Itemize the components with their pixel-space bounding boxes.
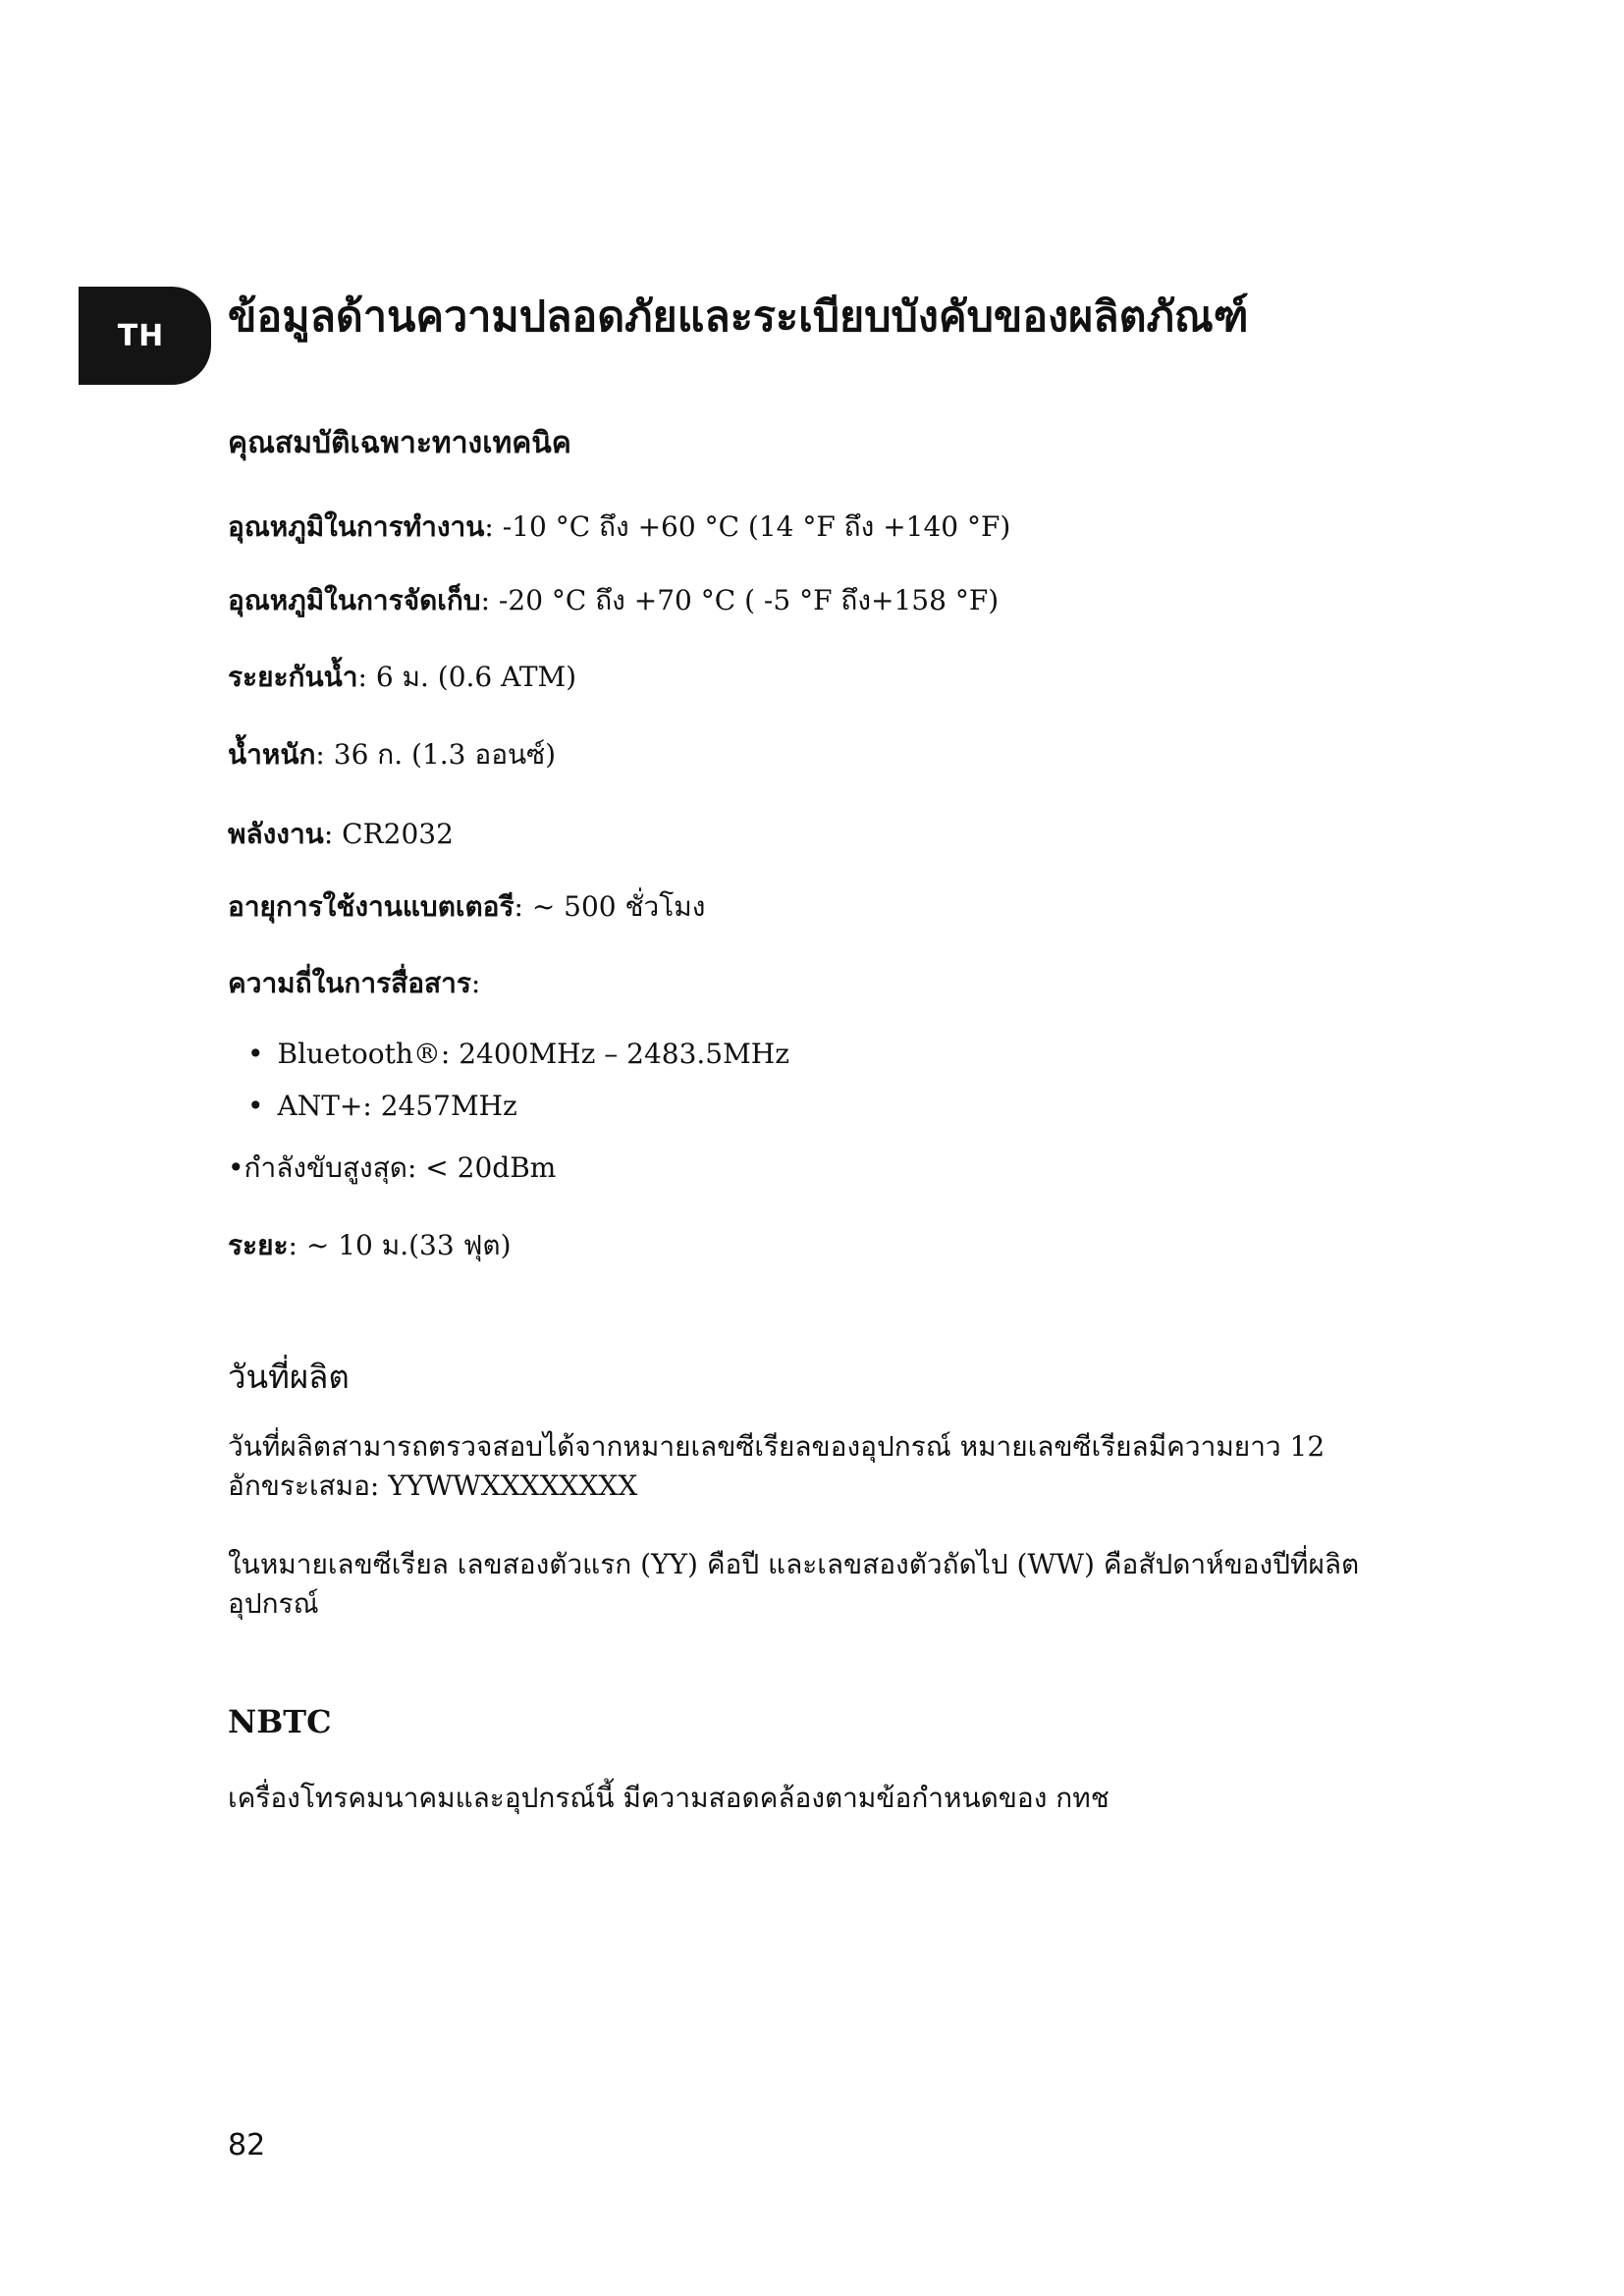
language-tab	[79, 287, 211, 385]
manufacture-date-paragraph-1: วันที่ผลิตสามารถตรวจสอบได้จากหมายเลขซีเรียลของอุปกรณ์ หมายเลขซีเรียลมีความยาว 12 อักขระเสมอ: YYWWXXXXXXXX	[228, 1430, 1326, 1502]
frequency-bullet-text: ANT+: 2457MHz	[277, 1090, 517, 1122]
weight-label: น้ำหนัก	[228, 738, 316, 771]
operating-temperature-value: : -10 °C ถึง +60 °C (14 °F ถึง +140 °F)	[484, 510, 1011, 543]
power	[228, 813, 454, 856]
water-resistance	[228, 656, 576, 699]
storage-temperature-label: อุณหภูมิในการจัดเก็บ	[228, 584, 481, 616]
battery-life	[228, 885, 705, 929]
nbtc-heading: NBTC	[228, 1703, 332, 1740]
manufacture-date-paragraph-2: ในหมายเลขซีเรียล เลขสองตัวแรก (YY) คือปี และเลขสองตัวถัดไป (WW) คือสัปดาห์ของปีที่ผลิตอุปกรณ์	[228, 1548, 1360, 1620]
technical-specs-heading: คุณสมบัติเฉพาะทางเทคนิค	[228, 426, 571, 460]
weight	[228, 733, 556, 776]
operating-temperature-label: อุณหภูมิในการทำงาน	[228, 510, 485, 543]
power-value: : CR2032	[323, 818, 454, 850]
storage-temperature-value: : -20 °C ถึง +70 °C ( -5 °F ถึง+158 °F)	[480, 584, 1000, 616]
page-title: ข้อมูลด้านความปลอดภัยและระเบียบบังคับของผลิตภัณฑ์	[228, 293, 1249, 342]
communication-frequency-label: ความถี่ในการสื่อสาร	[228, 967, 471, 999]
frequency-bullet-text: Bluetooth®: 2400MHz – 2483.5MHz	[277, 1038, 789, 1070]
water-resistance-label: ระยะกันน้ำ	[228, 661, 358, 693]
communication-frequency	[228, 962, 480, 1005]
battery-life-label: อายุการใช้งานแบตเตอรี	[228, 890, 514, 923]
manufacture-date-heading: วันที่ผลิต	[228, 1358, 350, 1396]
max-output-power: •กำลังขับสูงสุด: < 20dBm	[228, 1151, 557, 1184]
frequency-bullet-ant: • ANT+: 2457MHz	[247, 1090, 517, 1122]
water-resistance-value: : 6 ม. (0.6 ATM)	[357, 661, 577, 693]
range	[228, 1224, 512, 1267]
power-label: พลังงาน	[228, 818, 324, 850]
weight-value: : 36 ก. (1.3 ออนซ์)	[315, 738, 557, 771]
frequency-bullet-bluetooth: • Bluetooth®: 2400MHz – 2483.5MHz	[247, 1038, 789, 1070]
range-label: ระยะ	[228, 1229, 289, 1261]
language-tab-label: TH	[117, 318, 165, 353]
page-number: 82	[228, 2128, 266, 2163]
battery-life-value: : ~ 500 ชั่วโมง	[514, 890, 706, 923]
nbtc-statement: เครื่องโทรคมนาคมและอุปกรณ์นี้ มีความสอดคล้องตามข้อกำหนดของ กทช	[228, 1782, 1110, 1814]
operating-temperature	[228, 506, 1010, 549]
storage-temperature	[228, 579, 999, 622]
range-value: : ~ 10 ม.(33 ฟุต)	[288, 1229, 512, 1261]
communication-frequency-value: :	[470, 967, 481, 999]
